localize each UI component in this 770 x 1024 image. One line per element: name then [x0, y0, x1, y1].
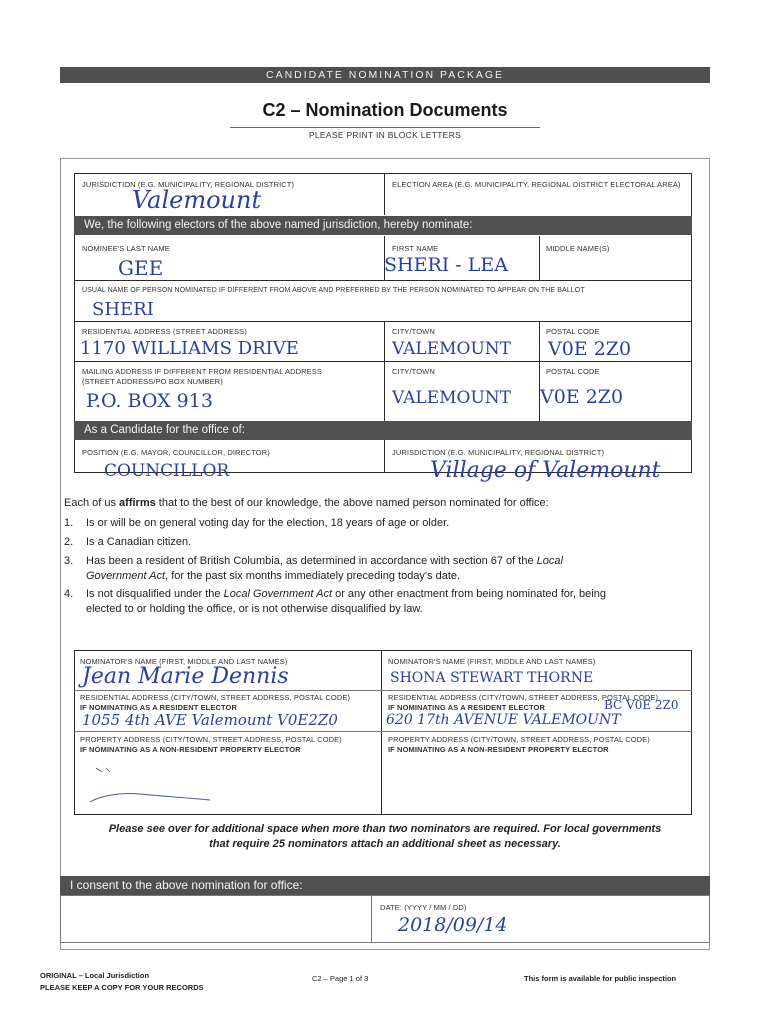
nominator-1-prop-sublabel: IF NOMINATING AS A NON-RESIDENT PROPERTY ELECTOR: [80, 745, 301, 754]
election-area-value[interactable]: [392, 195, 682, 211]
position-label: POSITION (E.G. MAYOR, COUNCILLOR, DIRECTOR): [82, 448, 270, 457]
nominator-2-prop-sublabel: IF NOMINATING AS A NON-RESIDENT PROPERTY ELECTOR: [388, 745, 609, 754]
electors-band: We, the following electors of the above named jurisdiction, hereby nominate:: [74, 216, 692, 235]
divider: [381, 650, 382, 815]
date-value[interactable]: 2018/09/14: [398, 914, 508, 936]
item-2-text: Is a Canadian citizen.: [86, 536, 192, 548]
mailing-city-value[interactable]: VALEMOUNT: [392, 388, 511, 408]
usual-name-label: USUAL NAME OF PERSON NOMINATED IF DIFFERENT FROM ABOVE AND PREFERRED BY THE PERSON NOMINATED TO APPEAR ON THE BALLOT: [82, 287, 585, 294]
candidate-band: As a Candidate for the office of:: [74, 421, 692, 440]
election-area-label: ELECTION AREA (E.G. MUNICIPALITY, REGIONAL DISTRICT ELECTORAL AREA): [392, 180, 681, 189]
residential-label: RESIDENTIAL ADDRESS (STREET ADDRESS): [82, 327, 247, 336]
divider: [74, 280, 692, 281]
mailing-city-label: CITY/TOWN: [392, 367, 435, 376]
mailing-postal-label: POSTAL CODE: [546, 367, 600, 376]
last-name-value[interactable]: GEE: [118, 256, 164, 280]
affirmation-intro-bold: affirms: [119, 497, 156, 509]
consent-signature-area[interactable]: [64, 898, 364, 940]
nominator-1-name[interactable]: Jean Marie Dennis: [82, 664, 289, 689]
mailing-postal-value[interactable]: V0E 2Z0: [540, 386, 624, 408]
last-name-label: NOMINEE'S LAST NAME: [82, 244, 170, 253]
item-3-line-1: [86, 555, 563, 567]
divider: [384, 173, 385, 215]
item-4-line-2: elected to or holding the office, or is not otherwise disqualified by law.: [86, 603, 423, 615]
item-1-number: 1.: [64, 517, 74, 529]
nominator-2-address[interactable]: 620 17th AVENUE VALEMOUNT: [386, 712, 621, 728]
page-title: C2 – Nomination Documents: [262, 100, 508, 120]
usual-name-value[interactable]: SHERI: [92, 299, 154, 320]
item-4-line-1-pre: Is not disqualified under the: [86, 588, 224, 600]
nominator-1-res-label: RESIDENTIAL ADDRESS (CITY/TOWN, STREET ADDRESS, POSTAL CODE): [80, 693, 351, 702]
item-3-line-2-italic: Government Act: [86, 570, 166, 582]
first-name-value[interactable]: SHERI - LEA: [384, 254, 508, 276]
divider: [74, 731, 692, 732]
item-2-number: 2.: [64, 536, 74, 548]
position-value[interactable]: COUNCILLOR: [104, 461, 230, 481]
additional-space-note-2: that require 25 nominators attach an additional sheet as necessary.: [209, 838, 561, 850]
nominator-2-res-label: RESIDENTIAL ADDRESS (CITY/TOWN, STREET ADDRESS, POSTAL CODE): [388, 693, 659, 702]
postal-value[interactable]: V0E 2Z0: [548, 338, 632, 360]
nominator-1-name-label: NOMINATOR'S NAME (FIRST, MIDDLE AND LAST NAMES): [80, 657, 288, 666]
nominator-2-prop-label: PROPERTY ADDRESS (CITY/TOWN, STREET ADDRESS, POSTAL CODE): [388, 735, 650, 744]
city-value[interactable]: VALEMOUNT: [392, 339, 511, 359]
nominator-1-prop-label: PROPERTY ADDRESS (CITY/TOWN, STREET ADDRESS, POSTAL CODE): [80, 735, 342, 744]
item-3-line-1-italic: Local: [536, 555, 563, 567]
item-4-number: 4.: [64, 588, 74, 600]
nominator-2-res-sublabel: IF NOMINATING AS A RESIDENT ELECTOR: [388, 703, 545, 712]
nominator-2-name-label: NOMINATOR'S NAME (FIRST, MIDDLE AND LAST NAMES): [388, 657, 596, 666]
footer-keep-copy: PLEASE KEEP A COPY FOR YOUR RECORDS: [40, 983, 204, 992]
title-divider: [230, 127, 540, 128]
nominator-signature-scribble: [80, 762, 220, 812]
page-subtitle: PLEASE PRINT IN BLOCK LETTERS: [308, 130, 462, 140]
nominator-2-postal-note[interactable]: BC V0E 2Z0: [604, 698, 679, 712]
consent-band: I consent to the above nomination for office:: [60, 876, 710, 895]
nominator-2-name[interactable]: SHONA STEWART THORNE: [390, 670, 594, 686]
nominator-1-address[interactable]: 1055 4th AVE Valemount V0E2Z0: [82, 711, 338, 729]
mailing-label-sub: (STREET ADDRESS/PO BOX NUMBER): [82, 377, 223, 386]
divider: [74, 321, 692, 322]
jurisdiction-label: JURISDICTION (E.G. MUNICIPALITY, REGIONAL DISTRICT): [82, 180, 295, 189]
item-3-number: 3.: [64, 555, 74, 567]
date-label: DATE: (YYYY / MM / DD): [380, 903, 467, 912]
additional-space-note: Please see over for additional space when more than two nominators are required. For local governments: [108, 823, 662, 835]
residential-value[interactable]: 1170 WILLIAMS DRIVE: [80, 338, 299, 359]
middle-name-label: MIDDLE NAME(S): [546, 244, 610, 253]
footer-public-inspection: This form is available for public inspection: [524, 974, 677, 983]
divider: [371, 895, 372, 943]
item-4-line-1-italic: Local Government Act: [223, 588, 333, 600]
mailing-value[interactable]: P.O. BOX 913: [86, 390, 213, 412]
office-jurisdiction-value[interactable]: Village of Valemount: [430, 458, 661, 483]
affirmation-intro-post: that to the best of our knowledge, the above named person nominated for office:: [155, 497, 549, 509]
footer-original: ORIGINAL – Local Jurisdiction: [40, 971, 150, 980]
jurisdiction-value[interactable]: Valemount: [132, 186, 262, 214]
item-3-line-1-text: Has been a resident of British Columbia, as determined in accordance with section 67 of the: [86, 555, 537, 567]
postal-label: POSTAL CODE: [546, 327, 600, 336]
city-label: CITY/TOWN: [392, 327, 435, 336]
nominator-1-res-sublabel: IF NOMINATING AS A RESIDENT ELECTOR: [80, 703, 237, 712]
divider: [384, 440, 385, 473]
item-3-line-2: [86, 570, 460, 582]
divider: [74, 690, 692, 691]
first-name-label: FIRST NAME: [392, 244, 439, 253]
divider: [74, 361, 692, 362]
middle-name-value[interactable]: [546, 256, 686, 274]
item-1-text: Is or will be on general voting day for the election, 18 years of age or older.: [86, 517, 450, 529]
affirmation-intro: [64, 497, 549, 509]
affirmation-intro-pre: Each of us: [64, 497, 120, 509]
mailing-label: MAILING ADDRESS IF DIFFERENT FROM RESIDENTIAL ADDRESS: [82, 367, 322, 376]
package-banner: CANDIDATE NOMINATION PACKAGE: [60, 67, 710, 83]
item-4-line-1-post: or any other enactment from being nominated for, being: [332, 588, 606, 600]
item-3-line-2-text: , for the past six months immediately preceding today's date.: [165, 570, 461, 582]
office-jurisdiction-label: JURISDICTION (E.G. MUNICIPALITY, REGIONAL DISTRICT): [392, 448, 605, 457]
divider: [384, 321, 385, 421]
footer-page-number: C2 – Page 1 of 3: [312, 974, 369, 983]
item-4-line-1: [86, 588, 606, 600]
divider: [539, 236, 540, 280]
